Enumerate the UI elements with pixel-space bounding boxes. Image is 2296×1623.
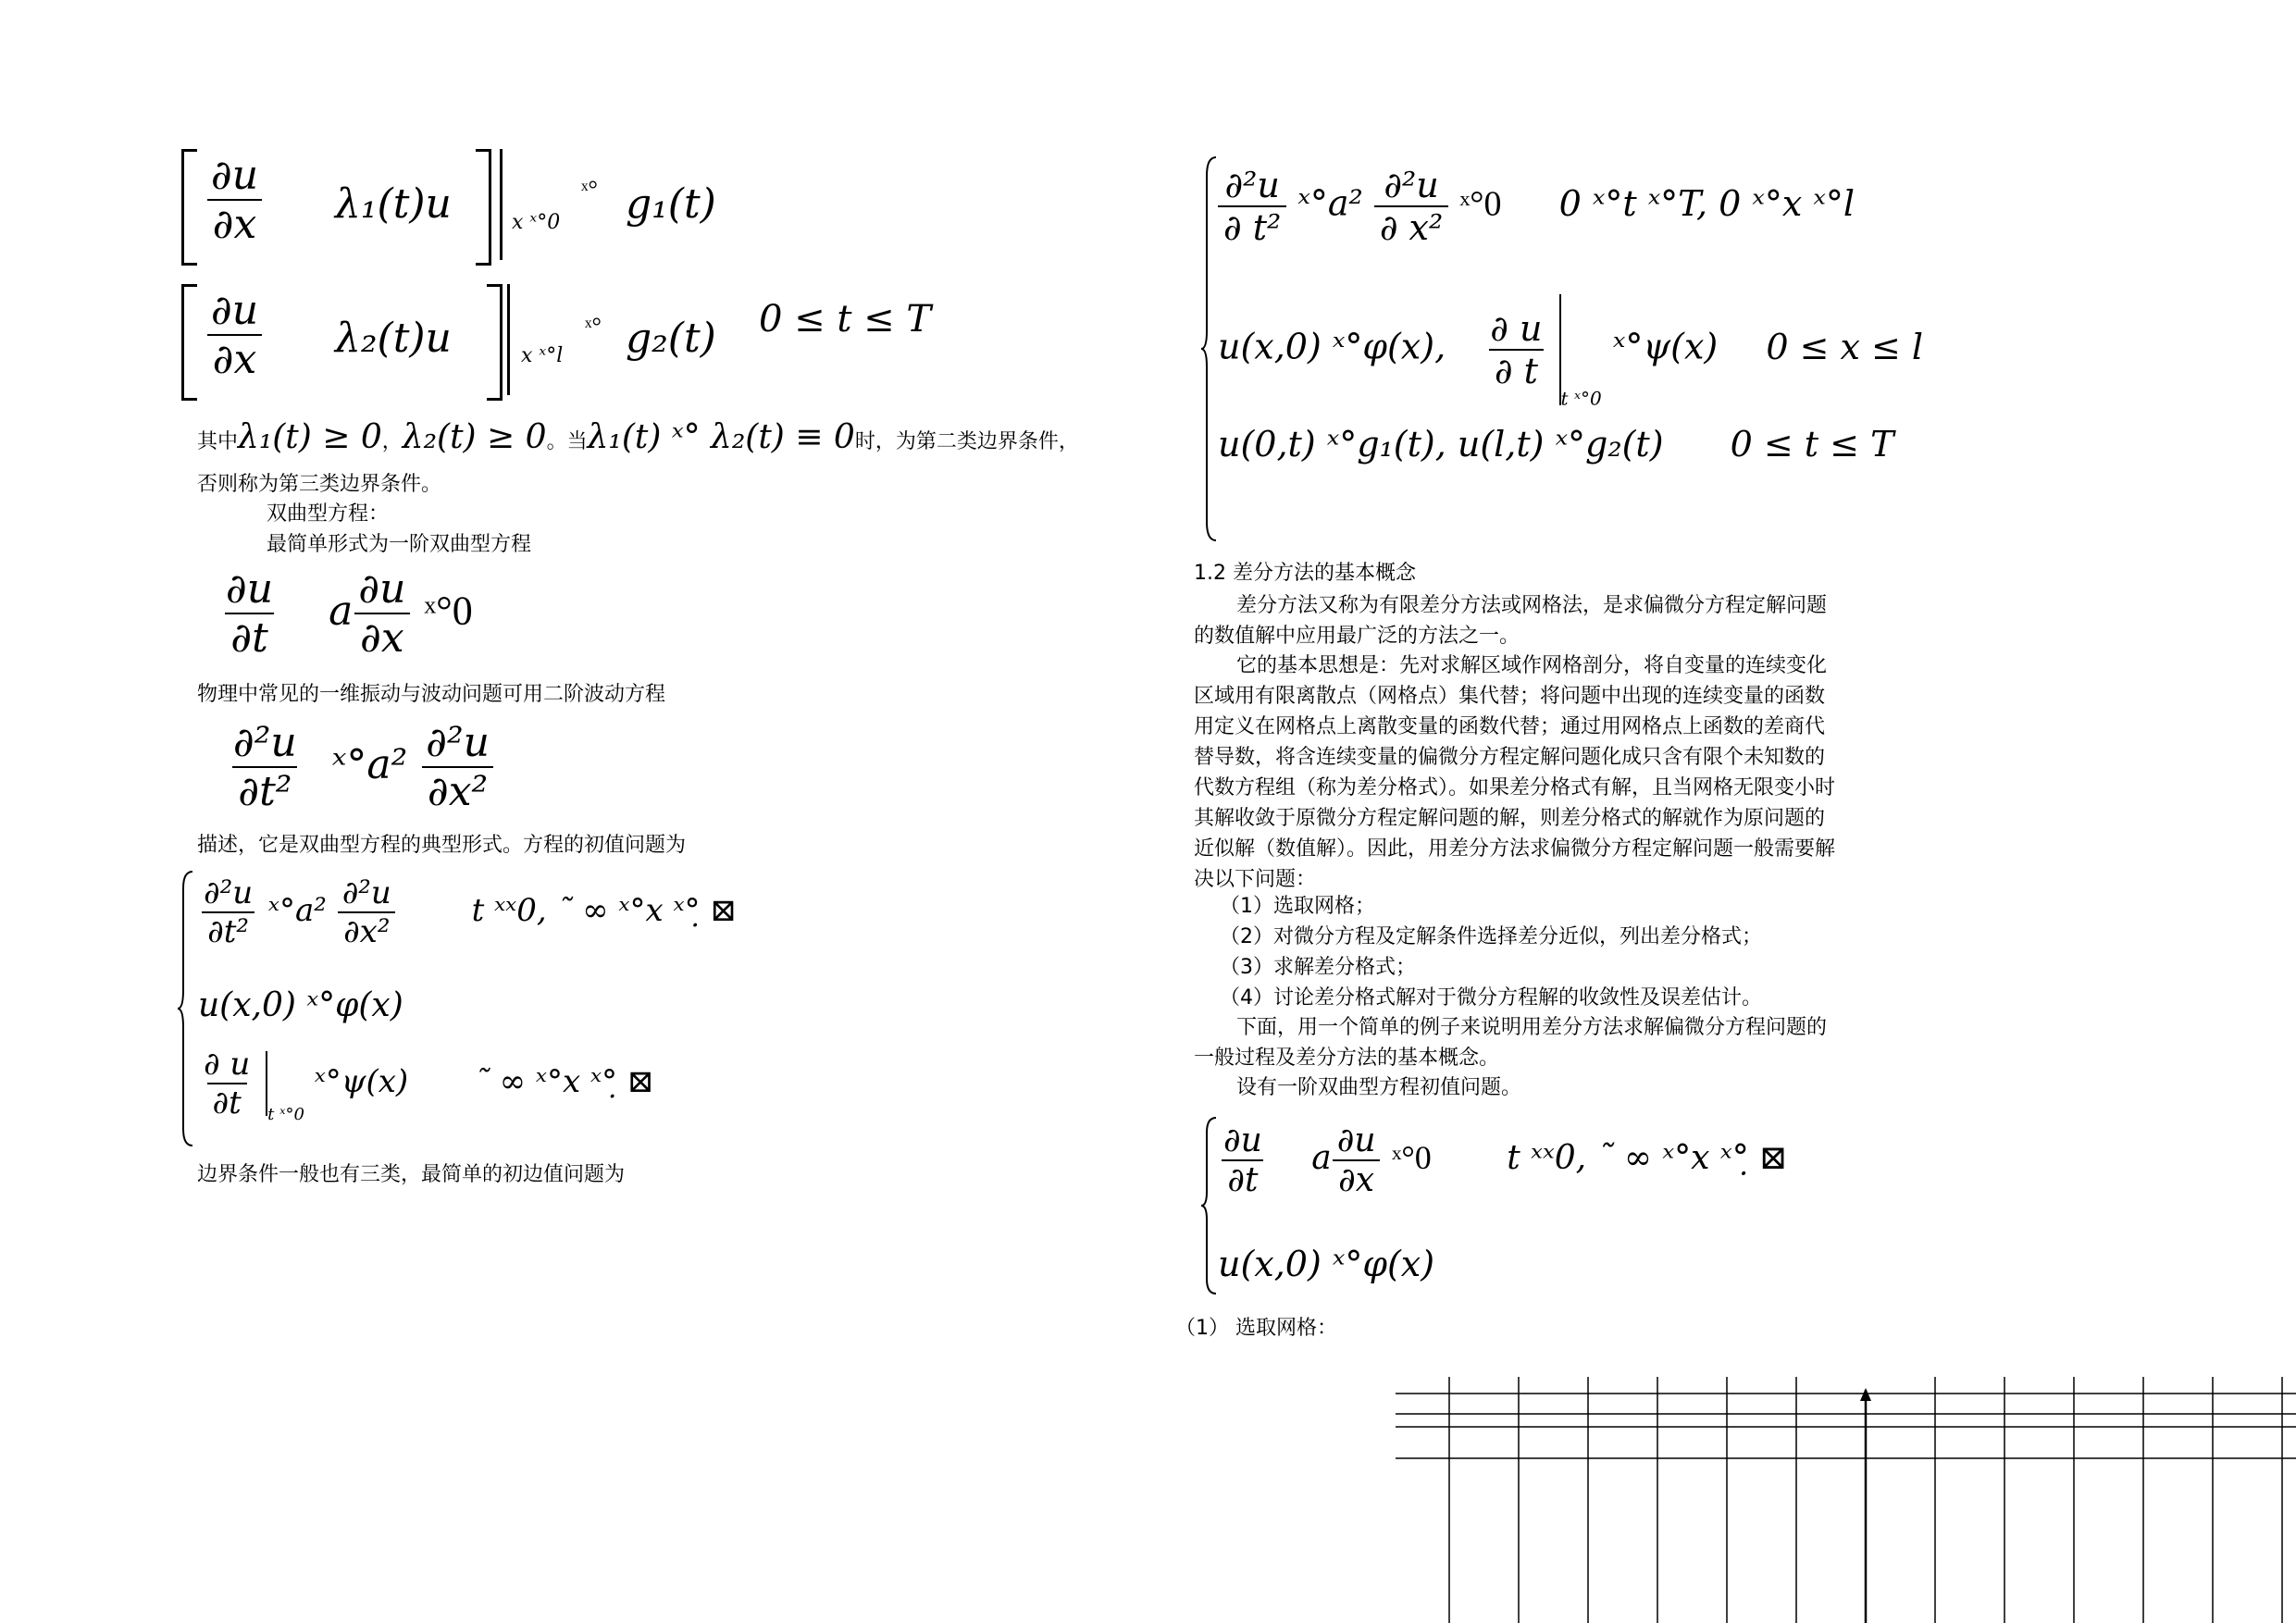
paragraph-1: 差分方法又称为有限差分方法或网格法，是求偏微分方程定解问题的数值解中应用最广泛的方法之一。 [1194, 594, 1828, 648]
ibvp-r1-rhs: ˣ°0 [1459, 184, 1502, 224]
third-kind-line: 否则称为第三类边界条件。 [197, 473, 442, 496]
eq-first-order [220, 565, 473, 662]
wave-num1: ∂²u [233, 719, 297, 766]
ivp-r3-num: ∂ u [204, 1046, 251, 1083]
boundary-line: 边界条件一般也有三类，最简单的初边值问题为 [197, 1163, 626, 1186]
paragraph-4: 设有一阶双曲型方程初值问题。 [1236, 1076, 1522, 1099]
ivp2-r1-den1: ∂t [1222, 1159, 1263, 1199]
axis-arrowhead [1860, 1388, 1871, 1401]
conditions-line [197, 418, 1079, 457]
eq1-den1: ∂t [225, 613, 273, 662]
section-title: 1.2 差分方法的基本概念 [1194, 562, 1416, 585]
ibvp-r2-cond: 0 ≤ x ≤ l [1766, 326, 1924, 367]
eq1-num2: ∂u [358, 565, 406, 613]
brace-ivp-left [176, 870, 194, 1147]
ivp-r3-cond: ˜ ∞ ˣ°x ˣ°̣ ⊠ [473, 1063, 654, 1100]
bc1-den: ∂x [207, 199, 263, 248]
wave-num2: ∂²u [426, 719, 490, 766]
paragraph-2: 它的基本思想是：先对求解区域作网格剖分，将自变量的连续变化区域用有限离散点（网格点）集代替；将问题中出现的连续变量的函数用定义在网格点上离散变量的函数代替；通过用网格点上函数的差商代替导数，将含连续变量的偏微分方程定解问题化成只含有限个未知数的代数方程组（称为差分格式）。如果差分格式有解，且当网格无限变小时其解收敛于原微分方程定解问题的解，则差分格式的解就作为原问题的近似解（数值解）。因此，用差分方法求偏微分方程定解问题一般需要解决以下问题： [1194, 654, 1836, 891]
bc2-rhs: g₂(t) [626, 315, 716, 362]
ibvp-r2-sub: t ˣ°0 [1560, 387, 1602, 410]
ivp2-r1-num1: ∂u [1223, 1121, 1262, 1159]
wave-intro-line: 物理中常见的一维振动与波动问题可用二阶波动方程 [197, 683, 666, 706]
ivp2-r1-coef: a [1311, 1139, 1332, 1177]
ivp2-row2: u(x,0) ˣ°φ(x) [1218, 1244, 1435, 1284]
ibvp-r1-den2: ∂ x² [1374, 205, 1448, 248]
bc1-num: ∂u [211, 152, 259, 199]
step-3: （3）求解差分格式； [1220, 956, 1416, 979]
bracket-right-bc1 [476, 149, 491, 266]
cond-suffix: 时，为第二类边界条件， [854, 430, 1079, 453]
bracket-left-bc1 [181, 149, 197, 266]
bc1-rhs: g₁(t) [626, 180, 716, 228]
ibvp-r1-den1: ∂ t² [1218, 205, 1286, 248]
ibvp-r1-mid: ˣ°a² [1297, 182, 1363, 224]
ibvp-r2-num: ∂ u [1490, 308, 1543, 349]
cond-dang: 。当 [546, 430, 588, 453]
bc2-num: ∂u [211, 287, 259, 334]
bc1-fraction [205, 152, 264, 248]
ibvp-row3 [1218, 424, 1893, 465]
ivp-r3-sub: t ˣ°0 [267, 1105, 304, 1124]
ivp-r3-rhs: ˣ°ψ(x) [314, 1063, 409, 1100]
ibvp-row2 [1218, 294, 1923, 410]
wave-den2: ∂x² [422, 766, 493, 815]
bc2-eq: ˣ° [585, 313, 602, 340]
bc2-range: 0 ≤ t ≤ T [759, 298, 932, 341]
bc2-bar [507, 284, 510, 395]
bracket-left-bc2 [181, 284, 197, 401]
ibvp-r3-cond: 0 ≤ t ≤ T [1730, 424, 1894, 465]
step-1: （1）选取网格； [1220, 895, 1375, 918]
ivp2-r1-cond: t ˣˣ0, ˜ ∞ ˣ°x ˣ°̣ ⊠ [1507, 1139, 1788, 1177]
ivp-r3-den: ∂t [207, 1083, 247, 1121]
ibvp-r2-left: u(x,0) ˣ°φ(x), [1218, 326, 1446, 367]
ibvp-r1-num1: ∂²u [1224, 165, 1280, 205]
cond-2: λ₂(t) ≥ 0 [402, 418, 547, 456]
ibvp-r1-num2: ∂²u [1384, 165, 1439, 205]
grid-caption: （1） 选取网格： [1175, 1317, 1337, 1340]
ivp-r1-cond: t ˣˣ0, ˜ ∞ ˣ°x ˣ°̣ ⊠ [471, 892, 737, 929]
ivp-r1-mid: ˣ°a² [267, 892, 327, 929]
eq1-num1: ∂u [226, 565, 274, 613]
ivp-r1-num1: ∂²u [204, 874, 254, 911]
bc1-sub: x ˣ°0 [512, 211, 561, 234]
mesh-grid-diagram [1396, 1377, 2296, 1623]
heading-hyperbolic: 双曲型方程： [267, 502, 390, 526]
ivp2-r1-den2: ∂x [1333, 1159, 1380, 1199]
ivp-row2: u(x,0) ˣ°φ(x) [198, 986, 403, 1024]
bc1-bar [500, 149, 503, 260]
ibvp-r2-den: ∂ t [1489, 349, 1544, 391]
wave-den1: ∂t² [232, 766, 297, 815]
brace-svg [176, 870, 194, 1147]
ivp2-row1 [1218, 1121, 1787, 1199]
bc2-lambda: λ₂(t)u [335, 315, 452, 362]
ivp2-r1-rhs: ˣ°0 [1392, 1139, 1432, 1176]
ivp-r1-num2: ∂²u [341, 874, 391, 911]
eq-wave [228, 719, 495, 815]
ivp-row1 [198, 874, 737, 950]
simplest-form-line: 最简单形式为一阶双曲型方程 [267, 533, 532, 556]
cond-sep: ， [381, 430, 403, 453]
ibvp-r2-rhs: ˣ°ψ(x) [1612, 326, 1719, 367]
brace-svg [1199, 1116, 1218, 1295]
cond-prefix: 其中 [197, 430, 239, 453]
cond-3: λ₁(t) ˣ° λ₂(t) ≡ 0 [587, 418, 855, 456]
ibvp-row1 [1218, 165, 1855, 248]
ivp-r1-den1: ∂t² [202, 911, 254, 950]
step-2: （2）对微分方程及定解条件选择差分近似，列出差分格式； [1220, 925, 1762, 948]
ivp-r1-den2: ∂x² [338, 911, 395, 950]
brace-svg [1199, 155, 1218, 542]
eq1-coef: a [329, 587, 354, 635]
grid-lines [1396, 1377, 2296, 1623]
bc2-fraction [205, 287, 264, 383]
bc2-sub: x ˣ°l [521, 344, 564, 367]
ivp2-r1-num2: ∂u [1336, 1121, 1376, 1159]
bc2-den: ∂x [207, 334, 263, 383]
bc1-lambda: λ₁(t)u [335, 180, 452, 228]
bracket-right-bc2 [487, 284, 503, 401]
bc1-eq: ˣ° [581, 176, 598, 203]
describe-line: 描述，它是双曲型方程的典型形式。方程的初值问题为 [197, 834, 687, 857]
ibvp-r3: u(0,t) ˣ°g₁(t), u(l,t) ˣ°g₂(t) [1218, 424, 1664, 465]
eq1-den2: ∂x [354, 613, 410, 662]
ivp-row3 [198, 1046, 653, 1124]
paragraph-3: 下面，用一个简单的例子来说明用差分方法求解偏微分方程问题的一般过程及差分方法的基本概念。 [1194, 1016, 1828, 1070]
ibvp-r1-cond: 0 ˣ°t ˣ°T, 0 ˣ°x ˣ°l [1558, 182, 1855, 224]
brace-ibvp [1199, 155, 1218, 542]
brace-ivp-right [1199, 1116, 1218, 1295]
eq1-rhs: ˣ°0 [424, 588, 473, 634]
step-4: （4）讨论差分格式解对于微分方程解的收敛性及误差估计。 [1220, 986, 1762, 1010]
wave-mid: ˣ°a² [331, 740, 408, 788]
cond-1: λ₁(t) ≥ 0 [238, 418, 382, 456]
